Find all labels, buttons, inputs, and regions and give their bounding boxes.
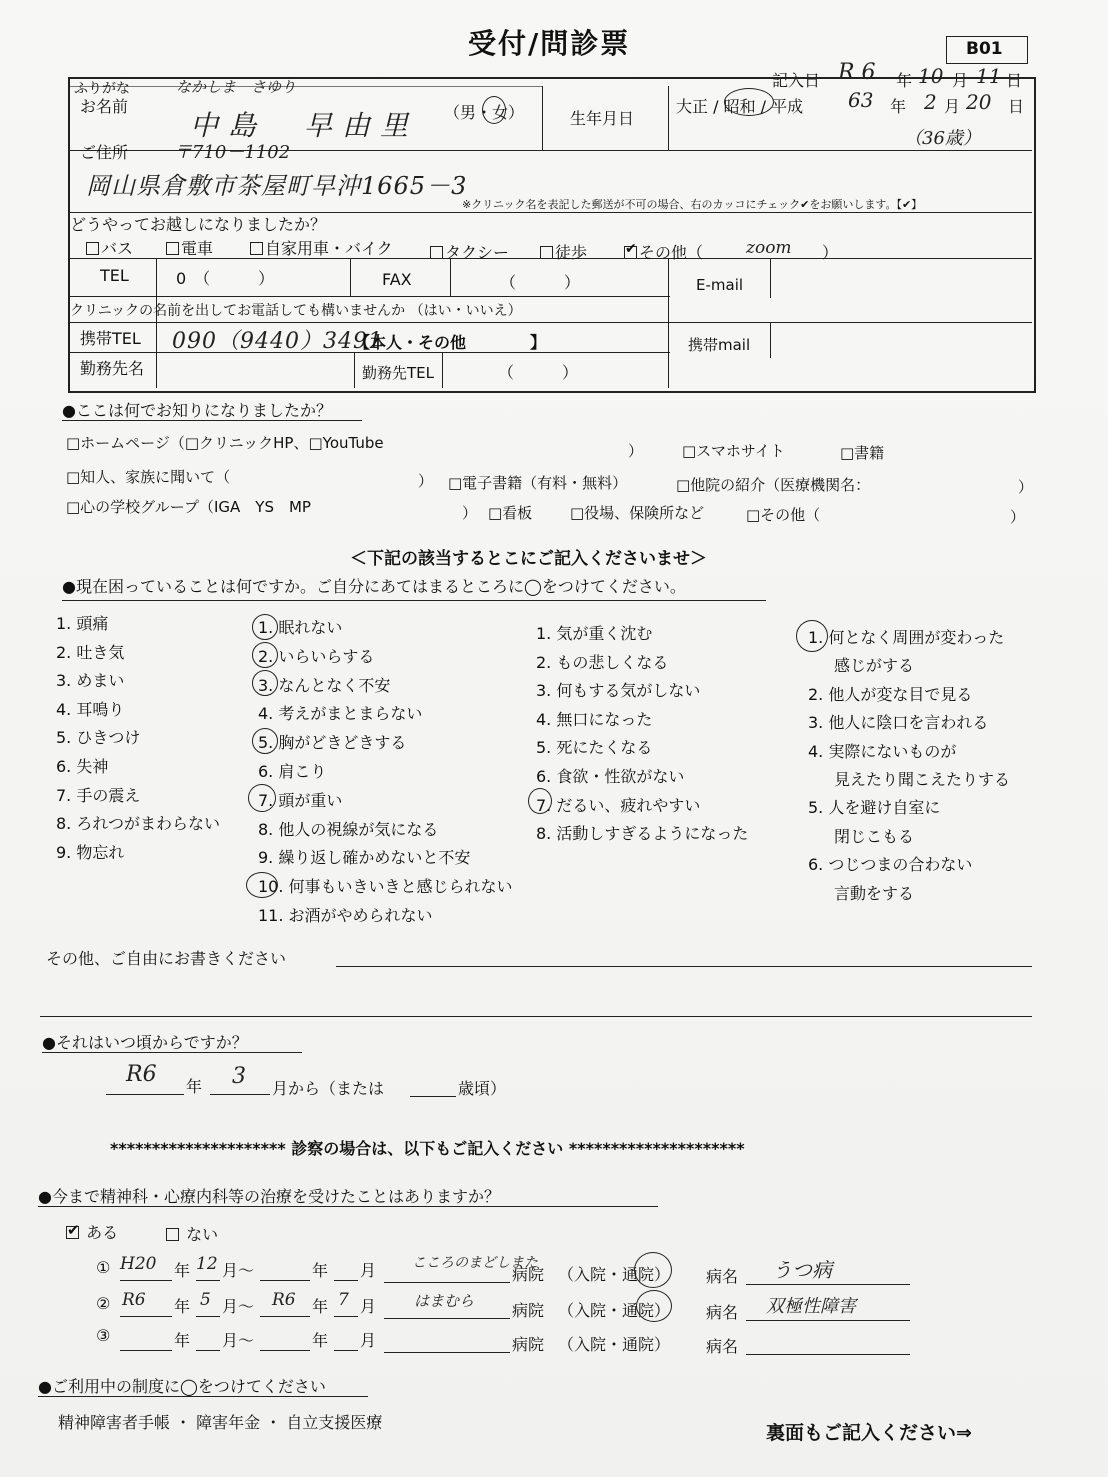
age-value[interactable]: （36歳） xyxy=(904,128,981,149)
symptom-item[interactable]: 6. 失神 xyxy=(56,756,109,776)
symptom-item[interactable]: 4. 無口になった xyxy=(536,709,653,729)
from-year[interactable]: R6 xyxy=(122,1290,146,1310)
rule xyxy=(70,322,1032,323)
rule xyxy=(156,258,157,388)
name-value[interactable]: 中島 早由里 xyxy=(190,109,419,142)
blank-line xyxy=(106,1094,184,1095)
referral-school-group[interactable]: □心の学校グループ（IGA YS MP xyxy=(66,498,311,516)
checkbox[interactable] xyxy=(166,1228,179,1241)
entry-number: ② xyxy=(96,1294,111,1313)
onset-year-label: 年 xyxy=(186,1077,203,1096)
entry-number: ③ xyxy=(96,1326,111,1345)
symptom-item[interactable]: 4. 耳鳴り xyxy=(56,699,125,719)
era-circle xyxy=(724,88,774,116)
referral-other-clinic[interactable]: □他院の紹介（医療機関名： xyxy=(676,476,871,494)
blank-line xyxy=(120,1350,172,1351)
work-tel-label: 勤務先TEL xyxy=(362,364,434,382)
symptom-column-perception xyxy=(808,624,1010,908)
blank-line xyxy=(746,1354,910,1355)
work-label: 勤務先名 xyxy=(80,359,145,378)
rule xyxy=(668,86,669,150)
onset-month[interactable]: 3 xyxy=(232,1064,246,1089)
rule xyxy=(450,258,451,296)
furigana-value[interactable]: なかしま さゆり xyxy=(176,78,297,96)
blank-line xyxy=(384,1282,510,1283)
history-no[interactable]: ない xyxy=(166,1222,218,1245)
month-label: 月 xyxy=(360,1297,377,1316)
symptom-item[interactable]: 7. 頭が重い xyxy=(258,790,343,810)
entry-month-label: 月 xyxy=(952,71,969,90)
fax-label: FAX xyxy=(382,270,412,289)
tel-value[interactable]: 0 （ ） xyxy=(176,269,275,288)
rule xyxy=(770,322,771,358)
checkbox[interactable] xyxy=(430,246,443,259)
disease-name[interactable]: うつ病 xyxy=(772,1258,832,1282)
underline xyxy=(42,1052,302,1053)
birth-eras[interactable]: 大正 / 昭和 / 平成 xyxy=(676,97,804,116)
symptom-item[interactable]: 2. 他人が変な目で見る xyxy=(808,684,973,704)
symptom-item[interactable]: 3. 他人に陰口を言われる xyxy=(808,713,989,733)
symptom-item[interactable]: 5. 死にたくなる xyxy=(536,738,653,758)
entry-day: 11 xyxy=(976,64,1002,88)
transport-option-train[interactable]: 電車 xyxy=(166,236,213,259)
blank-line xyxy=(746,1320,910,1321)
birth-year[interactable]: 63 xyxy=(848,88,874,112)
month-label: 月 xyxy=(360,1261,377,1280)
systems-question: ●ご利用中の制度に◯をつけてください xyxy=(38,1377,326,1396)
symptom-item[interactable]: 1. 気が重く沈む xyxy=(536,624,653,643)
birth-month[interactable]: 2 xyxy=(924,90,937,114)
disease-name[interactable]: 双極性障害 xyxy=(766,1296,856,1317)
symptom-item-cont: 言動をする xyxy=(834,883,915,903)
mobile-owner[interactable]: 【本人・その他 】 xyxy=(354,333,547,352)
hospital-label: 病院 xyxy=(512,1301,545,1320)
onset-age-label: 歳頃） xyxy=(458,1079,507,1098)
referral-acquaintance[interactable]: □知人、家族に聞いて（ xyxy=(66,468,231,486)
underline xyxy=(38,1206,658,1207)
birth-month-label: 月 xyxy=(944,97,961,116)
transport-option-other[interactable]: ✔ その他（ xyxy=(625,241,704,262)
rule xyxy=(770,258,771,298)
selection-circle xyxy=(528,788,552,814)
hospital-name[interactable]: はまむら xyxy=(414,1292,475,1310)
symptom-item[interactable]: 1. 何となく周囲が変わった xyxy=(808,628,1005,647)
disease-label: 病名 xyxy=(706,1267,739,1286)
transport-option-bus[interactable]: バス xyxy=(86,236,133,259)
history-question: ●今まで精神科・心療内科等の治療を受けたことはありますか？ xyxy=(38,1187,500,1206)
blank-line xyxy=(334,1280,358,1281)
rule xyxy=(668,258,669,388)
name-label: お名前 xyxy=(80,97,129,116)
mobile-value[interactable]: 090（9440）3491 xyxy=(172,329,383,354)
year-label: 年 xyxy=(174,1261,191,1280)
onset-month-label: 月から（または xyxy=(272,1079,385,1098)
form-code: B01 xyxy=(966,39,1003,59)
selection-circle xyxy=(636,1290,672,1322)
entry-month: 10 xyxy=(918,64,944,88)
address-label: ご住所 xyxy=(80,143,129,162)
paren-close: ） xyxy=(822,243,839,262)
month-label: 月〜 xyxy=(222,1331,255,1350)
referral-office[interactable]: □役場、保険所など xyxy=(570,504,705,522)
blank-line xyxy=(384,1318,510,1319)
symptom-item[interactable]: 2. 吐き気 xyxy=(56,642,125,662)
symptom-item[interactable]: 2. いらいらする xyxy=(258,646,375,666)
email-label: E-mail xyxy=(696,276,744,294)
transport-question: どうやってお越しになりましたか？ xyxy=(70,215,327,234)
blank-line xyxy=(384,1352,510,1353)
symptoms-question: ●現在困っていることは何ですか。ご自分にあてはまるところに◯をつけてください。 xyxy=(62,577,686,596)
symptom-item[interactable]: 4. 考えがまとまらない xyxy=(258,704,423,724)
referral-book[interactable]: □書籍 xyxy=(840,444,885,462)
symptom-item[interactable]: 5. 胸がどきどきする xyxy=(258,733,407,753)
underline xyxy=(38,1396,368,1397)
free-text-label: その他、ご自由にお書きください xyxy=(46,949,287,968)
free-text-line[interactable] xyxy=(40,1016,1032,1017)
selection-circle xyxy=(252,642,278,668)
symptom-item-cont: 見えたり聞こえたりする xyxy=(834,770,1011,790)
symptom-item[interactable]: 9. 物忘れ xyxy=(56,842,125,862)
selection-circle xyxy=(252,670,278,696)
fax-value[interactable]: （ ） xyxy=(500,273,581,292)
onset-question: ●それはいつ頃からですか？ xyxy=(42,1033,248,1052)
symptom-item[interactable]: 7. だるい、疲れやすい xyxy=(536,795,701,815)
paren-close: ） xyxy=(462,504,478,522)
blank-line xyxy=(334,1350,358,1351)
blank-line xyxy=(260,1316,310,1317)
checkbox[interactable] xyxy=(250,242,263,255)
blank-line xyxy=(120,1316,172,1317)
blank-line[interactable] xyxy=(410,1096,456,1097)
symptom-item[interactable]: 7. 手の震え xyxy=(56,785,141,805)
onset-year[interactable]: R6 xyxy=(126,1062,157,1087)
symptom-item[interactable]: 8. 他人の視線が気になる xyxy=(258,819,439,839)
blank-line xyxy=(210,1094,270,1095)
transport-other-value[interactable]: zoom xyxy=(746,238,792,258)
referral-ebook[interactable]: □電子書籍（有料・無料） xyxy=(448,474,628,492)
symptom-item[interactable]: 4. 実際にないものが xyxy=(808,741,957,761)
check-mark-icon: ✔ xyxy=(625,241,637,257)
from-year[interactable]: H20 xyxy=(120,1254,157,1274)
turn-over-note: 裏面もご記入ください⇒ xyxy=(766,1422,972,1444)
year-label: 年 xyxy=(174,1331,191,1350)
hospital-label: 病院 xyxy=(512,1335,545,1354)
selection-circle xyxy=(248,784,276,812)
gender-circle xyxy=(482,96,506,124)
selection-circle xyxy=(796,620,828,652)
furigana-rule xyxy=(70,86,542,87)
blank-line xyxy=(746,1284,910,1285)
disease-label: 病名 xyxy=(706,1303,739,1322)
blank-line xyxy=(334,1316,358,1317)
symptom-item[interactable]: 9. 繰り返し確かめないと不安 xyxy=(258,848,471,868)
postal-value[interactable]: 〒710－1102 xyxy=(174,142,291,163)
birth-day-label: 日 xyxy=(1008,97,1025,116)
checkbox[interactable] xyxy=(166,242,179,255)
postal-note: ※クリニック名を表記した郵送が不可の場合、右のカッコにチェック✔をお願いします。【✔】 xyxy=(462,198,923,211)
referral-other[interactable]: □その他（ xyxy=(746,506,821,524)
month-label: 月〜 xyxy=(222,1297,255,1316)
symptom-item[interactable]: 6. 食欲・性欲がない xyxy=(536,766,685,786)
mobile-mail-label: 携帯mail xyxy=(688,336,751,354)
referral-question: ●ここは何でお知りになりましたか？ xyxy=(62,401,332,420)
blank-line xyxy=(196,1316,220,1317)
selection-circle xyxy=(252,614,278,640)
symptom-column-mood xyxy=(536,620,748,849)
symptom-item[interactable]: 5. ひきつけ xyxy=(56,728,141,748)
referral-signboard[interactable]: □看板 xyxy=(488,504,533,522)
checkbox-checked[interactable] xyxy=(624,241,637,259)
symptom-item[interactable]: 10. 何事もいきいきと感じられない xyxy=(258,877,513,897)
symptoms-heading: ＜下記の該当するとこにご記入くださいませ＞ xyxy=(350,549,707,569)
symptom-item-cont: 閉じこもる xyxy=(834,826,915,846)
work-tel-value[interactable]: （ ） xyxy=(498,363,579,382)
symptom-item[interactable]: 8. ろれつがまわらない xyxy=(56,814,221,834)
month-label: 月〜 xyxy=(222,1261,255,1280)
paren-close: ） xyxy=(628,442,644,460)
history-yes[interactable]: ✔ ある xyxy=(67,1221,119,1242)
from-month[interactable]: 12 xyxy=(196,1254,218,1274)
to-year[interactable]: R6 xyxy=(272,1290,296,1310)
rule xyxy=(542,86,543,150)
symptom-column-anxiety xyxy=(258,614,513,931)
month-label: 月 xyxy=(360,1331,377,1350)
gender-options[interactable]: （男・女） xyxy=(444,103,525,122)
systems-options[interactable]: 精神障害者手帳 ・ 障害年金 ・ 自立支援医療 xyxy=(58,1413,383,1432)
birth-year-label: 年 xyxy=(890,97,907,116)
underline xyxy=(62,600,766,601)
to-month[interactable]: 7 xyxy=(338,1290,349,1310)
disease-label: 病名 xyxy=(706,1337,739,1356)
symptom-item[interactable]: 5. 人を避け自室に xyxy=(808,798,941,818)
rule xyxy=(350,258,351,296)
blank-line xyxy=(260,1280,310,1281)
transport-option-walk[interactable]: 徒歩 xyxy=(540,240,587,263)
blank-line xyxy=(196,1350,220,1351)
year-label: 年 xyxy=(312,1297,329,1316)
free-text-line[interactable] xyxy=(336,966,1032,967)
underline xyxy=(62,420,362,421)
address-value[interactable]: 岡山県倉敷市茶屋町早沖1665－3 xyxy=(86,172,468,200)
admission-type[interactable]: （入院・通院） xyxy=(558,1335,671,1354)
symptom-item[interactable]: 1. 眠れない xyxy=(258,618,343,637)
transport-option-taxi[interactable]: タクシー xyxy=(430,240,509,263)
symptom-item[interactable]: 6. 肩こり xyxy=(258,761,327,781)
consultation-banner: ********************* 診察の場合は、以下もご記入ください ********************* xyxy=(110,1139,745,1158)
symptom-item[interactable]: 11. お酒がやめられない xyxy=(258,905,433,925)
symptom-item[interactable]: 6. つじつまの合わない xyxy=(808,855,973,875)
check-mark-icon: ✔ xyxy=(67,1221,80,1239)
birth-day[interactable]: 20 xyxy=(966,90,992,114)
symptom-column-physical xyxy=(56,610,220,867)
blank-line xyxy=(196,1280,220,1281)
admission-type[interactable]: （入院・通院） xyxy=(558,1265,671,1284)
checkbox[interactable] xyxy=(86,242,99,255)
hospital-name[interactable]: こころのまどしまた xyxy=(412,1255,538,1271)
entry-date-era: R 6 xyxy=(838,60,876,85)
form-title: 受付/問診票 xyxy=(468,27,631,60)
entry-day-label: 日 xyxy=(1006,71,1023,90)
furigana-label: ふりがな xyxy=(74,81,130,97)
selection-circle xyxy=(252,728,278,754)
rule xyxy=(442,352,443,388)
symptom-item[interactable]: 3. なんとなく不安 xyxy=(258,675,391,695)
transport-option-car[interactable]: 自家用車・バイク xyxy=(250,236,393,259)
call-permission[interactable]: クリニックの名前を出してお電話しても構いませんか （はい・いいえ） xyxy=(70,303,522,319)
referral-homepage[interactable]: □ホームページ（□クリニックHP、□YouTube xyxy=(66,434,384,452)
checkbox-checked[interactable] xyxy=(66,1221,80,1239)
symptom-item[interactable]: 1. 頭痛 xyxy=(56,614,109,633)
symptom-item[interactable]: 8. 活動しすぎるようになった xyxy=(536,824,749,844)
from-month[interactable]: 5 xyxy=(200,1290,211,1310)
selection-circle xyxy=(246,872,278,898)
blank-line xyxy=(120,1280,172,1281)
selection-circle xyxy=(634,1252,672,1288)
birth-label: 生年月日 xyxy=(570,109,635,128)
year-label: 年 xyxy=(312,1331,329,1350)
paren-close: ） xyxy=(1018,478,1034,496)
symptom-item[interactable]: 3. 何もする気がしない xyxy=(536,681,701,701)
referral-smartphone[interactable]: □スマホサイト xyxy=(682,442,785,460)
rule xyxy=(70,296,670,297)
paren-close: ） xyxy=(1010,508,1026,526)
mobile-label: 携帯TEL xyxy=(80,329,141,348)
blank-line xyxy=(260,1350,310,1351)
entry-year-label: 年 xyxy=(896,71,913,90)
entry-date-label: 記入日 xyxy=(772,71,821,90)
year-label: 年 xyxy=(174,1297,191,1316)
rule xyxy=(354,352,355,388)
year-label: 年 xyxy=(312,1261,329,1280)
tel-label: TEL xyxy=(100,266,129,285)
symptom-item[interactable]: 3. めまい xyxy=(56,671,125,691)
entry-number: ① xyxy=(96,1258,111,1277)
symptom-item-cont: 感じがする xyxy=(834,656,915,676)
hospital-label: 病院 xyxy=(512,1265,545,1284)
admission-type[interactable]: （入院・通院） xyxy=(558,1301,671,1320)
checkbox[interactable] xyxy=(540,246,553,259)
symptom-item[interactable]: 2. もの悲しくなる xyxy=(536,652,669,672)
paren-close: ） xyxy=(418,472,434,490)
